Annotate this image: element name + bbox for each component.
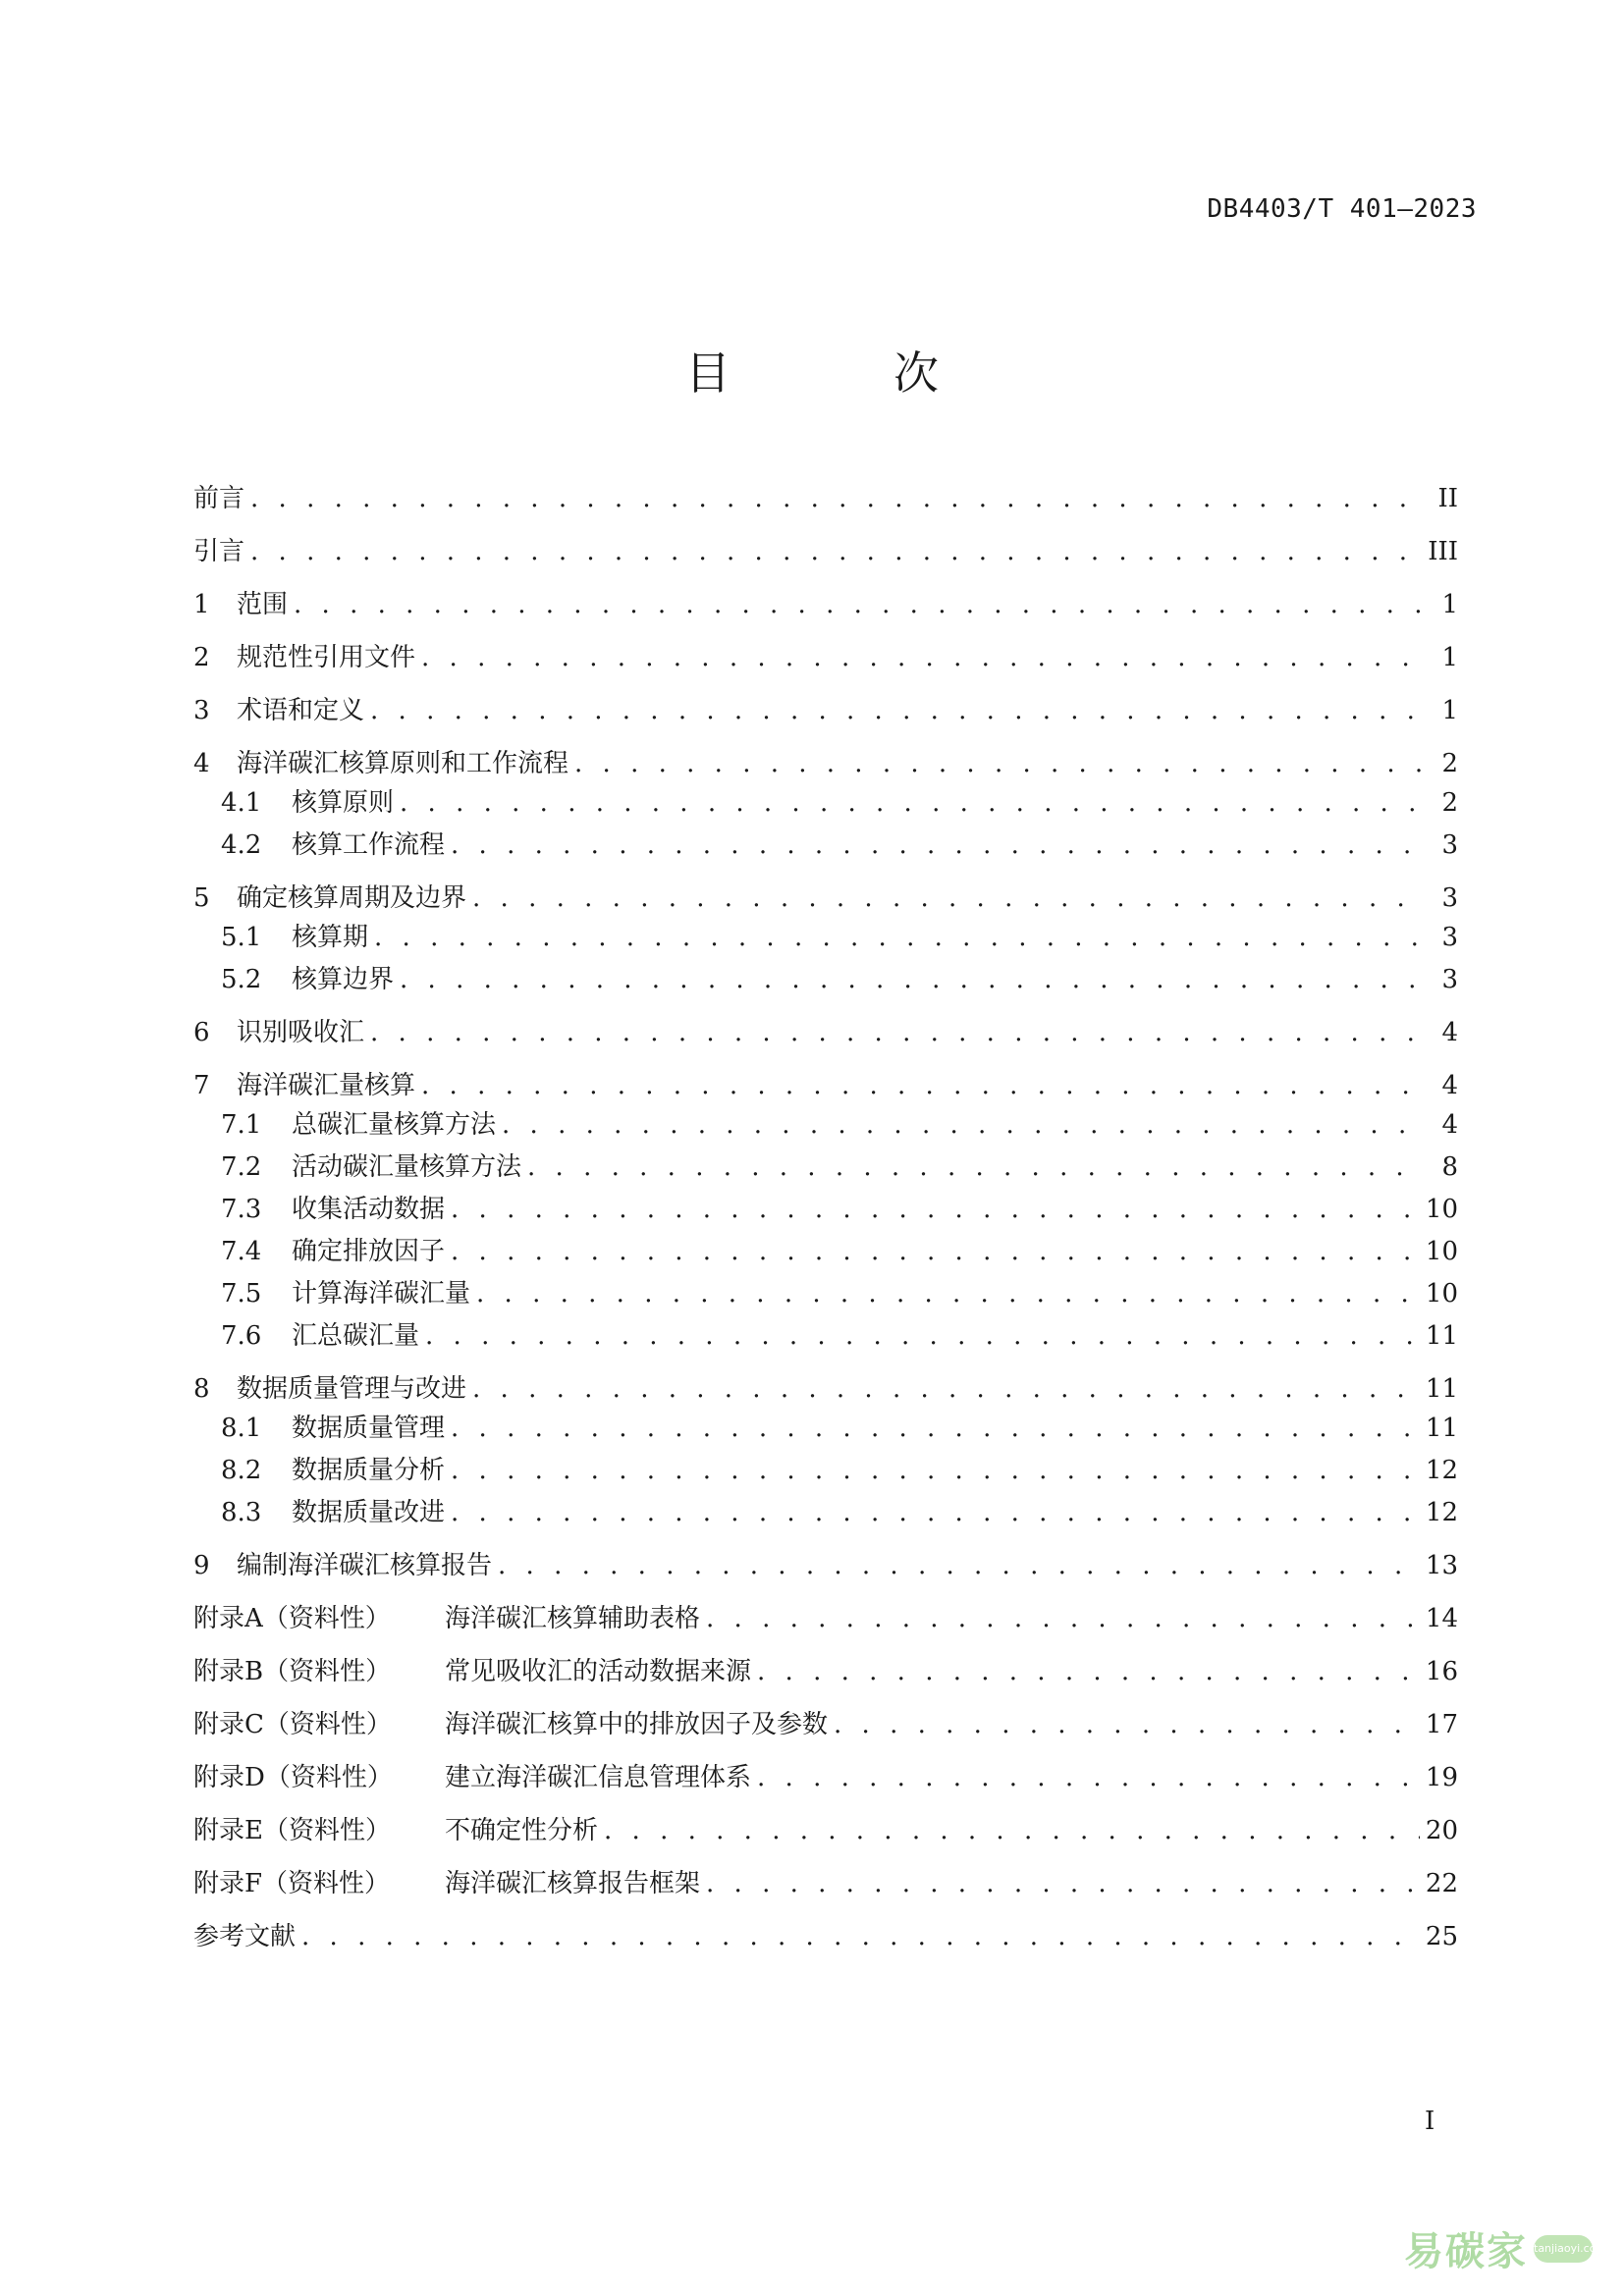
toc-entry-label: 数据质量分析: [292, 1456, 446, 1485]
toc-entry-label: 规范性引用文件: [237, 643, 416, 672]
toc-entry[interactable]: [193, 1652, 1458, 1691]
toc-dot-leader: [502, 1105, 1423, 1145]
toc-entry-number: 8.2: [221, 1456, 262, 1485]
toc-entry[interactable]: [193, 1066, 1458, 1105]
toc-dot-leader: [421, 638, 1423, 677]
toc-entry[interactable]: [193, 1705, 1458, 1744]
toc-entry-page: 3: [1441, 965, 1458, 994]
toc-entry-page: 1: [1441, 643, 1458, 672]
toc-dot-leader: [425, 1316, 1420, 1356]
toc-entry-label: 范围: [237, 590, 289, 619]
toc-entry[interactable]: [193, 1148, 1458, 1187]
toc-dot-leader: [706, 1864, 1420, 1903]
toc-entry[interactable]: [193, 1758, 1458, 1797]
toc-dot-leader: [498, 1546, 1420, 1585]
toc-entry-label: 编制海洋碳汇核算报告: [237, 1551, 493, 1580]
toc-entry-page: 1: [1441, 590, 1458, 619]
toc-dot-leader: [451, 1232, 1420, 1271]
toc-entry[interactable]: [193, 960, 1458, 999]
watermark-text: 易碳家: [1404, 2229, 1528, 2274]
toc-dot-leader: [294, 585, 1423, 624]
toc-dot-leader: [451, 1451, 1420, 1490]
toc-entry-number: 7.4: [221, 1237, 262, 1266]
toc-entry-label: 活动碳汇量核算方法: [292, 1152, 522, 1182]
toc-entry-page: II: [1437, 484, 1458, 513]
toc-entry-label: 参考文献: [193, 1922, 297, 1951]
toc-entry[interactable]: [193, 1599, 1458, 1638]
toc-entry-page: 4: [1441, 1071, 1458, 1100]
toc-entry-label: 收集活动数据: [292, 1195, 446, 1224]
toc-dot-leader: [472, 879, 1423, 918]
toc-entry[interactable]: [193, 1811, 1458, 1850]
toc-dot-leader: [834, 1705, 1420, 1744]
toc-entry-label: 核算边界: [292, 965, 395, 994]
toc-entry-label: 术语和定义: [237, 696, 365, 725]
toc-entry-number: 2: [193, 643, 210, 672]
toc-entry-appendix-tag: 附录A（资料性）: [193, 1604, 391, 1633]
toc-entry-label: 建立海洋碳汇信息管理体系: [445, 1763, 752, 1792]
toc-entry-page: 16: [1425, 1657, 1458, 1686]
page-number: I: [1425, 2107, 1435, 2136]
toc-entry-appendix-tag: 附录C（资料性）: [193, 1710, 392, 1739]
toc-entry-page: 13: [1425, 1551, 1458, 1580]
toc-entry[interactable]: [193, 783, 1458, 823]
toc-entry[interactable]: [193, 1546, 1458, 1585]
watermark-logo: [1404, 2220, 1607, 2276]
toc-entry[interactable]: [193, 1369, 1458, 1409]
toc-entry-label: 核算原则: [292, 788, 395, 818]
toc-entry-label: 核算期: [292, 923, 369, 952]
toc-entry-page: 3: [1441, 923, 1458, 952]
toc-entry-appendix-tag: 附录B（资料性）: [193, 1657, 392, 1686]
toc-entry[interactable]: [193, 1274, 1458, 1313]
toc-entry[interactable]: [193, 879, 1458, 918]
toc-entry[interactable]: [193, 1451, 1458, 1490]
toc-dot-leader: [374, 918, 1423, 957]
toc-entry-label: 核算工作流程: [292, 830, 446, 860]
toc-dot-leader: [370, 691, 1423, 730]
toc-entry-appendix-tag: 附录D（资料性）: [193, 1763, 393, 1792]
toc-entry-appendix-tag: 附录F（资料性）: [193, 1869, 391, 1898]
toc-entry-label: 常见吸收汇的活动数据来源: [445, 1657, 752, 1686]
toc-entry[interactable]: [193, 1409, 1458, 1448]
toc-entry-number: 4.2: [221, 830, 262, 860]
watermark-badge: tanjiaoyi.com: [1534, 2235, 1593, 2263]
toc-entry-number: 7.1: [221, 1110, 262, 1140]
toc-entry-number: 4: [193, 749, 210, 778]
toc-entry[interactable]: [193, 918, 1458, 957]
toc-entry[interactable]: [193, 744, 1458, 783]
toc-entry-number: 7.6: [221, 1321, 262, 1351]
toc-entry-page: 25: [1425, 1922, 1458, 1951]
toc-dot-leader: [250, 532, 1422, 571]
table-of-contents: [193, 479, 1458, 1956]
toc-entry-number: 5: [193, 883, 210, 913]
toc-entry-number: 8: [193, 1374, 210, 1404]
toc-entry-page: 11: [1425, 1414, 1458, 1443]
toc-entry-appendix-tag: 附录E（资料性）: [193, 1816, 391, 1845]
toc-dot-leader: [301, 1917, 1420, 1956]
toc-entry-label: 数据质量改进: [292, 1498, 446, 1527]
toc-entry-label: 确定核算周期及边界: [237, 883, 467, 913]
toc-entry-number: 5.2: [221, 965, 262, 994]
toc-entry-page: 10: [1425, 1195, 1458, 1224]
toc-entry[interactable]: [193, 1864, 1458, 1903]
toc-entry-number: 5.1: [221, 923, 262, 952]
toc-entry-label: 海洋碳汇量核算: [237, 1071, 416, 1100]
toc-entry-label: 计算海洋碳汇量: [292, 1279, 471, 1308]
toc-entry-page: 17: [1425, 1710, 1458, 1739]
toc-entry[interactable]: [193, 1493, 1458, 1532]
toc-entry-number: 3: [193, 696, 210, 725]
toc-entry-page: 3: [1441, 883, 1458, 913]
toc-entry-label: 数据质量管理: [292, 1414, 446, 1443]
toc-entry-label: 汇总碳汇量: [292, 1321, 420, 1351]
toc-entry[interactable]: [193, 479, 1458, 518]
toc-dot-leader: [472, 1369, 1420, 1409]
toc-entry[interactable]: [193, 532, 1458, 571]
toc-entry-number: 7: [193, 1071, 210, 1100]
toc-entry[interactable]: [193, 1105, 1458, 1145]
toc-dot-leader: [400, 960, 1423, 999]
toc-entry-label: 海洋碳汇核算中的排放因子及参数: [445, 1710, 829, 1739]
toc-entry-number: 6: [193, 1018, 210, 1047]
toc-entry-page: 14: [1425, 1604, 1458, 1633]
toc-entry-number: 1: [193, 590, 210, 619]
toc-dot-leader: [476, 1274, 1420, 1313]
toc-dot-leader: [757, 1652, 1420, 1691]
toc-entry-page: 12: [1425, 1456, 1458, 1485]
toc-dot-leader: [527, 1148, 1423, 1187]
toc-dot-leader: [370, 1013, 1423, 1052]
toc-entry-page: 4: [1441, 1110, 1458, 1140]
toc-entry[interactable]: [193, 826, 1458, 865]
toc-entry-number: 7.3: [221, 1195, 262, 1224]
toc-entry-page: 10: [1425, 1279, 1458, 1308]
page-title: 目 次: [685, 347, 998, 400]
toc-entry-page: 22: [1425, 1869, 1458, 1898]
toc-entry[interactable]: [193, 1013, 1458, 1052]
toc-entry-page: 19: [1425, 1763, 1458, 1792]
toc-entry-number: 7.5: [221, 1279, 262, 1308]
toc-entry[interactable]: [193, 1917, 1458, 1956]
toc-entry-page: 11: [1425, 1374, 1458, 1404]
toc-dot-leader: [574, 744, 1423, 783]
toc-entry-label: 海洋碳汇核算原则和工作流程: [237, 749, 569, 778]
toc-dot-leader: [250, 479, 1423, 518]
toc-entry-page: 2: [1441, 749, 1458, 778]
toc-dot-leader: [400, 783, 1423, 823]
toc-dot-leader: [604, 1811, 1420, 1850]
toc-entry[interactable]: [193, 1316, 1458, 1356]
toc-entry-label: 海洋碳汇核算报告框架: [445, 1869, 701, 1898]
toc-entry-page: 8: [1441, 1152, 1458, 1182]
toc-entry-page: 12: [1425, 1498, 1458, 1527]
toc-entry-label: 总碳汇量核算方法: [292, 1110, 497, 1140]
toc-entry[interactable]: [193, 1190, 1458, 1229]
toc-entry-label: 引言: [193, 537, 245, 566]
toc-entry-number: 4.1: [221, 788, 262, 818]
toc-dot-leader: [451, 826, 1423, 865]
toc-entry-label: 确定排放因子: [292, 1237, 446, 1266]
toc-entry[interactable]: [193, 691, 1458, 730]
document-code: DB4403/T 401—2023: [1207, 194, 1477, 224]
toc-entry[interactable]: [193, 585, 1458, 624]
toc-entry-page: 4: [1441, 1018, 1458, 1047]
toc-entry-label: 前言: [193, 484, 245, 513]
toc-dot-leader: [451, 1493, 1420, 1532]
toc-entry-number: 8.3: [221, 1498, 262, 1527]
toc-entry-page: III: [1428, 537, 1458, 566]
toc-entry-label: 海洋碳汇核算辅助表格: [445, 1604, 701, 1633]
toc-entry-page: 11: [1425, 1321, 1458, 1351]
toc-entry-label: 数据质量管理与改进: [237, 1374, 467, 1404]
toc-entry-number: 9: [193, 1551, 210, 1580]
toc-entry-page: 10: [1425, 1237, 1458, 1266]
toc-dot-leader: [451, 1190, 1420, 1229]
toc-entry-label: 识别吸收汇: [237, 1018, 365, 1047]
toc-dot-leader: [706, 1599, 1420, 1638]
toc-entry-page: 1: [1441, 696, 1458, 725]
toc-dot-leader: [451, 1409, 1420, 1448]
toc-entry-label: 不确定性分析: [445, 1816, 599, 1845]
toc-entry-page: 20: [1425, 1816, 1458, 1845]
toc-dot-leader: [421, 1066, 1423, 1105]
toc-entry-number: 8.1: [221, 1414, 262, 1443]
toc-entry-number: 7.2: [221, 1152, 262, 1182]
toc-entry-page: 2: [1441, 788, 1458, 818]
toc-entry-page: 3: [1441, 830, 1458, 860]
toc-dot-leader: [757, 1758, 1420, 1797]
toc-entry[interactable]: [193, 638, 1458, 677]
toc-entry[interactable]: [193, 1232, 1458, 1271]
